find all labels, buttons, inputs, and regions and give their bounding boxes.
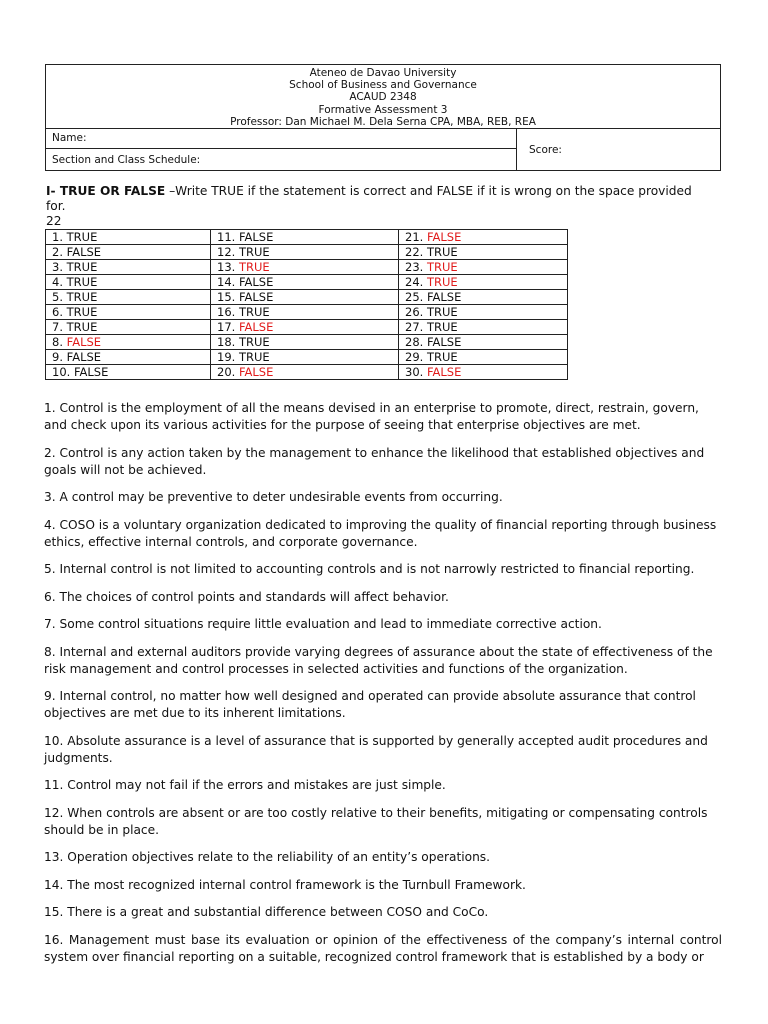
item-number: 1. xyxy=(52,230,63,244)
item-number: 28. xyxy=(405,335,424,349)
answer-row xyxy=(46,260,568,275)
item-number: 2. xyxy=(52,245,63,259)
answer-value: FALSE xyxy=(238,275,274,289)
answer-value: TRUE xyxy=(66,290,98,304)
answer-cell xyxy=(211,290,399,305)
answer-cell xyxy=(211,275,399,290)
statement-item: 5. Internal control is not limited to accounting controls and is not narrowly restricted to financial reporting. xyxy=(44,562,695,576)
answer-cell xyxy=(211,245,399,260)
answer-cell xyxy=(46,275,211,290)
statement-item: 16. Management must base its evaluation or opinion of the effectiveness of the company’s internal control system over financial reporting on a suitable, recognized control framework that is established by a body or xyxy=(44,932,722,964)
answer-value: TRUE xyxy=(66,305,98,319)
answer-value: TRUE xyxy=(66,275,98,289)
answer-value-incorrect: FALSE xyxy=(66,335,102,349)
statement-item: 9. Internal control, no matter how well designed and operated can provide absolute assurance that control objectives are met due to its inherent limitations. xyxy=(44,689,696,720)
answer-value: TRUE xyxy=(238,245,270,259)
item-number: 20. xyxy=(217,365,236,379)
answer-cell xyxy=(399,245,568,260)
statement-item: 7. Some control situations require little evaluation and lead to immediate corrective action. xyxy=(44,617,602,631)
answer-cell xyxy=(211,260,399,275)
answer-cell xyxy=(46,335,211,350)
item-number: 18. xyxy=(217,335,236,349)
section-field[interactable] xyxy=(46,149,517,171)
statement-item: 8. Internal and external auditors provide varying degrees of assurance about the state of effectiveness of the risk management and control processes in selected activities and functions of the organization. xyxy=(44,644,713,676)
answer-value: TRUE xyxy=(66,230,98,244)
statement-item: 3. A control may be preventive to deter undesirable events from occurring. xyxy=(44,490,503,504)
answer-value: TRUE xyxy=(66,260,98,274)
statement-item: 2. Control is any action taken by the management to enhance the likelihood that established objectives and goals will not be achieved. xyxy=(44,445,705,477)
item-number: 14. xyxy=(217,275,236,289)
answer-cell xyxy=(211,320,399,335)
answer-cell xyxy=(211,350,399,365)
item-number: 30. xyxy=(405,365,424,379)
answer-row xyxy=(46,365,568,380)
answer-cell xyxy=(399,350,568,365)
answer-value: TRUE xyxy=(426,350,458,364)
answer-cell xyxy=(211,230,399,245)
statement-item: 6. The choices of control points and standards will affect behavior. xyxy=(44,589,449,604)
answer-cell xyxy=(399,365,568,380)
answer-value: TRUE xyxy=(238,335,270,349)
answer-value: FALSE xyxy=(238,290,274,304)
university-name: Ateneo de Davao University xyxy=(309,67,457,79)
item-number: 22. xyxy=(405,245,424,259)
name-label: Name: xyxy=(52,132,87,144)
item-number: 8. xyxy=(52,335,63,349)
item-number: 5. xyxy=(52,290,63,304)
item-number: 12. xyxy=(217,245,236,259)
answer-row xyxy=(46,230,568,245)
answer-cell xyxy=(399,320,568,335)
item-number: 11. xyxy=(217,230,236,244)
answer-row xyxy=(46,350,568,365)
answer-cell xyxy=(399,230,568,245)
answer-value: FALSE xyxy=(426,335,462,349)
answer-value-incorrect: FALSE xyxy=(238,320,274,334)
item-number: 9. xyxy=(52,350,63,364)
item-number: 23. xyxy=(405,260,424,274)
answer-value: FALSE xyxy=(426,290,462,304)
answer-cell xyxy=(399,260,568,275)
instructions xyxy=(46,184,706,214)
answer-cell xyxy=(399,290,568,305)
item-number: 13. xyxy=(217,260,236,274)
item-number: 27. xyxy=(405,320,424,334)
answer-value: TRUE xyxy=(426,245,458,259)
statement-item: 12. When controls are absent or are too costly relative to their benefits, mitigating or compensating controls should be in place. xyxy=(44,805,708,837)
item-number: 6. xyxy=(52,305,63,319)
item-number: 21. xyxy=(405,230,424,244)
instructions-text: –Write TRUE if the statement is correct and FALSE if it is wrong on the space provided for. xyxy=(46,184,692,213)
section-label: Section and Class Schedule: xyxy=(52,154,201,166)
answer-cell xyxy=(46,230,211,245)
item-number: 15. xyxy=(217,290,236,304)
statement-item: 15. There is a great and substantial difference between COSO and CoCo. xyxy=(44,905,489,919)
answer-row xyxy=(46,245,568,260)
item-number: 17. xyxy=(217,320,236,334)
answer-value-incorrect: FALSE xyxy=(238,365,274,379)
answer-value-incorrect: TRUE xyxy=(238,260,270,274)
statement-list xyxy=(44,400,722,976)
statement-item: 1. Control is the employment of all the means devised in an enterprise to promote, direct, restrain, govern, and check upon its various activities for the purpose of seeing that enterprise objectives are met. xyxy=(44,401,699,432)
statement-item: 13. Operation objectives relate to the reliability of an entity’s operations. xyxy=(44,850,491,864)
answer-table xyxy=(45,229,568,380)
item-number: 26. xyxy=(405,305,424,319)
name-field[interactable] xyxy=(46,129,517,149)
item-number: 10. xyxy=(52,365,71,379)
assessment-title: Formative Assessment 3 xyxy=(318,103,448,116)
answer-value-incorrect: TRUE xyxy=(426,260,458,274)
answer-value: FALSE xyxy=(66,245,102,259)
section-heading: I- TRUE OR FALSE xyxy=(46,184,166,198)
answer-count: 22 xyxy=(46,214,62,228)
answer-row xyxy=(46,335,568,350)
answer-cell xyxy=(46,260,211,275)
answer-cell xyxy=(399,275,568,290)
answer-cell xyxy=(46,290,211,305)
course-code: ACAUD 2348 xyxy=(349,91,417,104)
answer-value: TRUE xyxy=(238,350,270,364)
answer-row xyxy=(46,275,568,290)
answer-cell xyxy=(211,335,399,350)
answer-value: TRUE xyxy=(238,305,270,319)
item-number: 16. xyxy=(217,305,236,319)
score-label: Score: xyxy=(529,144,562,156)
item-number: 7. xyxy=(52,320,63,334)
answer-value-incorrect: TRUE xyxy=(426,275,458,289)
item-number: 4. xyxy=(52,275,63,289)
header-title-block xyxy=(46,65,720,129)
answer-value-incorrect: FALSE xyxy=(426,230,462,244)
answer-value: TRUE xyxy=(66,320,98,334)
answer-cell xyxy=(46,305,211,320)
answer-cell xyxy=(46,245,211,260)
professor-line: Professor: Dan Michael M. Dela Serna CPA, MBA, REB, REA xyxy=(230,115,536,128)
statement-item: 4. COSO is a voluntary organization dedicated to improving the quality of financial reporting through business ethics, effective internal controls, and corporate governance. xyxy=(44,517,717,549)
answer-row xyxy=(46,305,568,320)
answer-cell xyxy=(46,365,211,380)
answer-cell xyxy=(399,305,568,320)
answer-value: FALSE xyxy=(238,230,274,244)
item-number: 3. xyxy=(52,260,63,274)
statement-item: 11. Control may not fail if the errors and mistakes are just simple. xyxy=(44,778,446,792)
item-number: 19. xyxy=(217,350,236,364)
answer-row xyxy=(46,320,568,335)
score-field[interactable] xyxy=(523,129,562,171)
answer-value: FALSE xyxy=(66,350,102,364)
answer-value: TRUE xyxy=(426,305,458,319)
answer-cell xyxy=(211,305,399,320)
answer-value: TRUE xyxy=(426,320,458,334)
school-name: School of Business and Governance xyxy=(289,79,477,92)
item-number: 29. xyxy=(405,350,424,364)
statement-item: 10. Absolute assurance is a level of assurance that is supported by generally accepted audit procedures and judgments. xyxy=(44,733,708,765)
answer-cell xyxy=(46,320,211,335)
statement-item: 14. The most recognized internal control framework is the Turnbull Framework. xyxy=(44,877,526,892)
answer-cell xyxy=(46,350,211,365)
answer-value-incorrect: FALSE xyxy=(426,365,462,379)
item-number: 25. xyxy=(405,290,424,304)
header-box xyxy=(45,64,721,171)
answer-cell xyxy=(211,365,399,380)
answer-value: FALSE xyxy=(73,365,109,379)
answer-cell xyxy=(399,335,568,350)
answer-row xyxy=(46,290,568,305)
item-number: 24. xyxy=(405,275,424,289)
